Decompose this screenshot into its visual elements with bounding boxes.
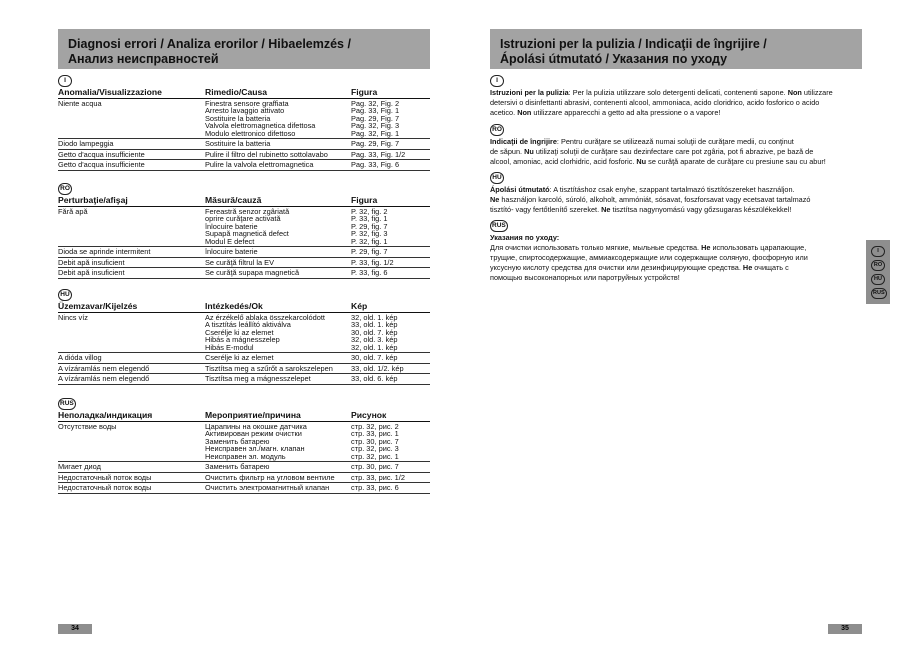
remedy-cell	[205, 268, 351, 279]
side-tab-badge-ro: RO	[871, 260, 885, 271]
remedy-cell	[205, 247, 351, 258]
remedy-cell	[205, 206, 351, 247]
figure-ref-line: P. 33, fig. 1/2	[351, 257, 394, 267]
remedy-line: Pulire la valvola elettromagnetica	[205, 160, 314, 169]
left-title-line1: Diagnosi errori / Analiza erorilor / Hibaelemzés /	[68, 37, 351, 51]
table-row	[58, 374, 430, 385]
remedy-line: Modulo elettronico difettoso	[205, 128, 296, 138]
table-header-row	[58, 89, 430, 98]
instructions-heading: Указания по уходу:	[490, 233, 560, 242]
language-badge-hu: HU	[490, 172, 504, 184]
table-row	[58, 363, 430, 374]
figure-ref-line: 33, old. 1. kép	[351, 320, 398, 329]
instructions-line: acetico. Non utilizzare apparecchi a getto ad alta pressione o a vapore!	[490, 108, 721, 117]
language-badge-rus: RUS	[490, 220, 508, 232]
table-header-row	[58, 412, 430, 421]
instructions-line: Per la pulizia utilizzare solo detergenti delicati, contenenti sapone. Non utilizzare	[572, 88, 833, 97]
remedy-cell	[205, 139, 351, 150]
cleaning-instructions-ro: Indicaţii de îngrijire: Pentru curăţare se utilizează numai soluţii de curăţare medii, cu conţinut de săpun. Nu utilizaţi soluţii de curăţare sau dezinfectare care pot zgâria, pot fi abrazive, pe bază de alcool, amoniac, acid clorhidric, acid fosforic. Nu se curăţă aparate de curăţare cu presiune sau cu abur!	[490, 137, 826, 166]
instructions-line: помощью высоконапорных или паротруйных устройств!	[490, 273, 680, 282]
figure-ref-line: P. 29, fig. 7	[351, 247, 388, 256]
remedy-line: Modul E defect	[205, 236, 255, 246]
figure-ref-line: Pag. 32, Fig. 2	[351, 98, 400, 108]
figure-ref-line: Pag. 32, Fig. 1	[351, 128, 400, 138]
instructions-line: tisztító- vagy fertőtlenítő szereket. Ne tisztítsa nagynyomású vagy gőzsugaras készülékekkel!	[490, 205, 792, 214]
instructions-line: Ne használjon karcoló, súroló, alkoholt, ammóniát, sósavat, foszforsavat vagy ecetsavat tartalmazó	[490, 195, 811, 204]
figure-ref-cell	[351, 160, 430, 171]
figure-ref-cell	[351, 139, 430, 150]
side-tab-badge-i: I	[871, 246, 885, 257]
language-badge-ro: RO	[490, 124, 504, 136]
remedy-line: Очистить фильтр на угловом вентиле	[205, 472, 335, 482]
figure-ref-line: 33, old. 1/2. kép	[351, 363, 404, 373]
table-row	[58, 149, 430, 160]
remedy-line: Cserélje ki az elemet	[205, 327, 274, 337]
remedy-line: oprire curăţare activată	[205, 214, 281, 223]
remedy-line: Fereastră senzor zgâriată	[205, 206, 290, 216]
figure-ref-line: 30, old. 7. kép	[351, 327, 398, 337]
remedy-cell	[205, 98, 351, 139]
side-tab-badge-rus: RUS	[871, 288, 887, 299]
instructions-line: alcool, amoniac, acid clorhidric, acid fosforic. Nu se curăţă aparate de curăţare cu presiune sau cu abur!	[490, 157, 826, 166]
table-row	[58, 206, 430, 247]
figure-ref-line: Pag. 29, Fig. 7	[351, 113, 400, 123]
fault-cell: Dioda se aprinde intermitent	[58, 247, 205, 258]
remedy-cell	[205, 472, 351, 483]
figure-ref-cell	[351, 312, 430, 353]
figure-ref-cell	[351, 149, 430, 160]
table-row	[58, 247, 430, 258]
language-badge-hu: HU	[58, 289, 72, 301]
figure-ref-line: 32, old. 3. kép	[351, 335, 398, 344]
left-header	[58, 29, 430, 69]
language-side-tab	[866, 240, 890, 304]
figure-ref-line: стр. 32, рис. 2	[351, 421, 399, 431]
remedy-line: Sostituire la batteria	[205, 113, 271, 123]
figure-ref-cell	[351, 353, 430, 364]
remedy-line: Hibás E-modul	[205, 342, 254, 352]
troubleshooting-table-hu	[58, 303, 430, 385]
remedy-line: Pulire il filtro del rubinetto sottolavabo	[205, 149, 328, 159]
troubleshooting-table-ro	[58, 197, 430, 279]
remedy-cell	[205, 483, 351, 494]
figure-ref-line: Pag. 33, Fig. 6	[351, 160, 400, 169]
table-row	[58, 98, 430, 139]
table-header-row	[58, 197, 430, 206]
instructions-line: A tisztításhoz csak enyhe, szappant tartalmazó tisztítószereket használjon.	[553, 185, 795, 194]
fault-cell: Мигает диод	[58, 462, 205, 473]
fault-cell: Getto d'acqua insufficiente	[58, 149, 205, 160]
remedy-line: Finestra sensore graffiata	[205, 98, 289, 108]
remedy-line: Supapă magnetică defect	[205, 229, 289, 238]
fault-cell: Недостаточный поток воды	[58, 483, 205, 494]
table-row	[58, 472, 430, 483]
figure-ref-cell	[351, 363, 430, 374]
figure-ref-cell	[351, 247, 430, 258]
figure-ref-line: 30, old. 7. kép	[351, 353, 398, 362]
figure-ref-cell	[351, 462, 430, 473]
remedy-cell	[205, 363, 351, 374]
figure-ref-line: 33, old. 6. kép	[351, 374, 398, 383]
figure-ref-line: P. 32, fig. 3	[351, 229, 388, 238]
figure-ref-cell	[351, 374, 430, 385]
figure-ref-cell	[351, 472, 430, 483]
figure-ref-line: Pag. 33, Fig. 1/2	[351, 149, 406, 159]
cleaning-instructions-hu: Ápolási útmutató: A tisztításhoz csak enyhe, szappant tartalmazó tisztítószereket használjon. Ne használjon karcoló, súroló, alkoholt, ammóniát, sósavat, foszforsavat vagy ecetsavat tartalmazó tisztító- vagy fertőtlenítő szereket. Ne tisztítsa nagynyomású vagy gőzsugaras készülékekkel!	[490, 185, 811, 214]
remedy-line: Arresto lavaggio attivato	[205, 106, 285, 115]
column-header: Măsură/cauză	[205, 197, 351, 206]
figure-ref-cell	[351, 98, 430, 139]
remedy-line: Царапины на окошке датчика	[205, 421, 307, 431]
remedy-line: Hibás a mágnesszelep	[205, 335, 280, 344]
figure-ref-line: P. 32, fig. 2	[351, 206, 388, 216]
table-row	[58, 139, 430, 150]
figure-ref-line: стр. 33, рис. 6	[351, 483, 399, 492]
figure-ref-line: стр. 33, рис. 1	[351, 429, 399, 438]
remedy-line: A tisztítás leállító aktiválva	[205, 320, 291, 329]
figure-ref-line: 32, old. 1. kép	[351, 342, 398, 352]
figure-ref-cell	[351, 257, 430, 268]
figure-ref-line: стр. 30, рис. 7	[351, 462, 399, 471]
remedy-line: Заменить батарею	[205, 462, 270, 471]
fault-cell: Debit apă insuficient	[58, 268, 205, 279]
figure-ref-line: P. 33, fig. 1	[351, 214, 388, 223]
remedy-cell	[205, 160, 351, 171]
remedy-cell	[205, 149, 351, 160]
remedy-line: Az érzékelő ablaka összekarcolódott	[205, 312, 325, 322]
fault-cell: Fără apă	[58, 206, 205, 247]
table-row	[58, 312, 430, 353]
figure-ref-cell	[351, 421, 430, 462]
column-header: Intézkedés/Ok	[205, 303, 351, 312]
column-header: Неполадка/индикация	[58, 412, 205, 421]
instructions-heading: Indicaţii de îngrijire	[490, 137, 557, 146]
remedy-line: Sostituire la batteria	[205, 139, 271, 148]
page-number-left: 34	[58, 624, 92, 634]
fault-cell: Nincs víz	[58, 312, 205, 353]
fault-cell: A vízáramlás nem elegendő	[58, 374, 205, 385]
right-title-line2: Ápolási útmutató / Указания по уходу	[500, 52, 728, 66]
column-header: Perturbaţie/afişaj	[58, 197, 205, 206]
fault-cell: A dióda villog	[58, 353, 205, 364]
instructions-heading: Istruzioni per la pulizia	[490, 88, 569, 97]
remedy-line: Активирован режим очистки	[205, 429, 302, 438]
figure-ref-line: 32, old. 1. kép	[351, 312, 398, 322]
right-page	[460, 0, 920, 669]
column-header: Kép	[351, 303, 430, 312]
figure-ref-line: стр. 30, рис. 7	[351, 436, 399, 446]
remedy-line: Неисправен эл./магн. клапан	[205, 444, 305, 453]
page-number-right: 35	[828, 624, 862, 634]
instructions-line: уксусную кислоту средства для очистки или дезинфицирующие средства. Не очищать с	[490, 263, 789, 272]
column-header: Rimedio/Causa	[205, 89, 351, 98]
remedy-line: Se curăţă supapa magnetică	[205, 268, 300, 277]
remedy-cell	[205, 374, 351, 385]
fault-cell: Niente acqua	[58, 98, 205, 139]
remedy-line: Cserélje ki az elemet	[205, 353, 274, 362]
remedy-line: înlocuire baterie	[205, 247, 258, 256]
figure-ref-line: P. 29, fig. 7	[351, 221, 388, 231]
figure-ref-cell	[351, 206, 430, 247]
remedy-cell	[205, 257, 351, 268]
right-header	[490, 29, 862, 69]
right-title-line1: Istruzioni per la pulizia / Indicaţii de îngrijire /	[500, 37, 767, 51]
remedy-line: Se curăţă filtrul la EV	[205, 257, 275, 267]
remedy-cell	[205, 353, 351, 364]
instructions-line: detersivi o disinfettanti abrasivi, contenenti alcool, ammoniaca, acido cloridrico, acido fosforico o acido	[490, 98, 820, 107]
remedy-line: Заменить батарею	[205, 436, 270, 446]
table-row	[58, 462, 430, 473]
remedy-cell	[205, 421, 351, 462]
figure-ref-line: стр. 33, рис. 1/2	[351, 472, 405, 482]
column-header: Figura	[351, 197, 430, 206]
table-row	[58, 160, 430, 171]
figure-ref-cell	[351, 268, 430, 279]
column-header: Anomalia/Visualizzazione	[58, 89, 205, 98]
troubleshooting-table-rus	[58, 412, 430, 494]
figure-ref-line: Pag. 33, Fig. 1	[351, 106, 400, 115]
figure-ref-line: Pag. 29, Fig. 7	[351, 139, 400, 148]
remedy-cell	[205, 312, 351, 353]
side-tab-badge-hu: HU	[871, 274, 885, 285]
remedy-line: înlocuire baterie	[205, 221, 258, 231]
cleaning-instructions-i: Istruzioni per la pulizia: Per la pulizia utilizzare solo detergenti delicati, contenenti sapone. Non utilizzare detersivi o disinfettanti abrasivi, contenenti alcool, ammoniaca, acido cloridrico, acido fosforico o acido acetico. Non utilizzare apparecchi a getto ad alta pressione o a vapore!	[490, 88, 833, 117]
language-badge-rus: RUS	[58, 398, 76, 410]
figure-ref-line: P. 33, fig. 6	[351, 268, 388, 277]
remedy-line: Неисправен эл. модуль	[205, 451, 286, 461]
fault-cell: Getto d'acqua insufficiente	[58, 160, 205, 171]
column-header: Рисунок	[351, 412, 430, 421]
figure-ref-cell	[351, 483, 430, 494]
instructions-line: de săpun. Nu utilizaţi soluţii de curăţare sau dezinfectare care pot zgâria, pot fi abrazive, pe bază de	[490, 147, 814, 156]
fault-cell: Debit apă insuficient	[58, 257, 205, 268]
fault-cell: A vízáramlás nem elegendő	[58, 363, 205, 374]
troubleshooting-table-i	[58, 89, 430, 171]
language-badge-i: I	[490, 75, 504, 87]
instructions-line: трущие, спиртосодержащие, аммиаксодержащие или содержащие соляную, фосфорную или	[490, 253, 808, 262]
instructions-heading: Ápolási útmutató	[490, 185, 550, 194]
language-badge-i: I	[58, 75, 72, 87]
left-title-line2: Анализ неисправностей	[68, 52, 219, 66]
column-header: Мероприятие/причина	[205, 412, 351, 421]
table-header-row	[58, 303, 430, 312]
table-row	[58, 268, 430, 279]
table-row	[58, 353, 430, 364]
column-header: Figura	[351, 89, 430, 98]
remedy-line: Tisztítsa meg a szűrőt a sarokszelepen	[205, 363, 333, 373]
fault-cell: Отсутствие воды	[58, 421, 205, 462]
remedy-cell	[205, 462, 351, 473]
cleaning-instructions-rus	[490, 233, 865, 283]
table-row	[58, 483, 430, 494]
figure-ref-line: стр. 32, рис. 1	[351, 451, 399, 461]
remedy-line: Tisztítsa meg a mágnesszelepet	[205, 374, 311, 383]
figure-ref-line: Pag. 32, Fig. 3	[351, 121, 400, 130]
instructions-line: Pentru curăţare se utilizează numai soluţii de curăţare medii, cu conţinut	[560, 137, 794, 146]
remedy-line: Очистить электромагнитный клапан	[205, 483, 330, 492]
figure-ref-line: P. 32, fig. 1	[351, 236, 388, 246]
figure-ref-line: стр. 32, рис. 3	[351, 444, 399, 453]
fault-cell: Недостаточный поток воды	[58, 472, 205, 483]
remedy-line: Valvola elettromagnetica difettosa	[205, 121, 316, 130]
instructions-line: Для очистки использовать только мягкие, мыльные средства. Не использовать царапающие,	[490, 243, 807, 252]
language-badge-ro: RO	[58, 183, 72, 195]
fault-cell: Diodo lampeggia	[58, 139, 205, 150]
table-row	[58, 257, 430, 268]
column-header: Üzemzavar/Kijelzés	[58, 303, 205, 312]
table-row	[58, 421, 430, 462]
